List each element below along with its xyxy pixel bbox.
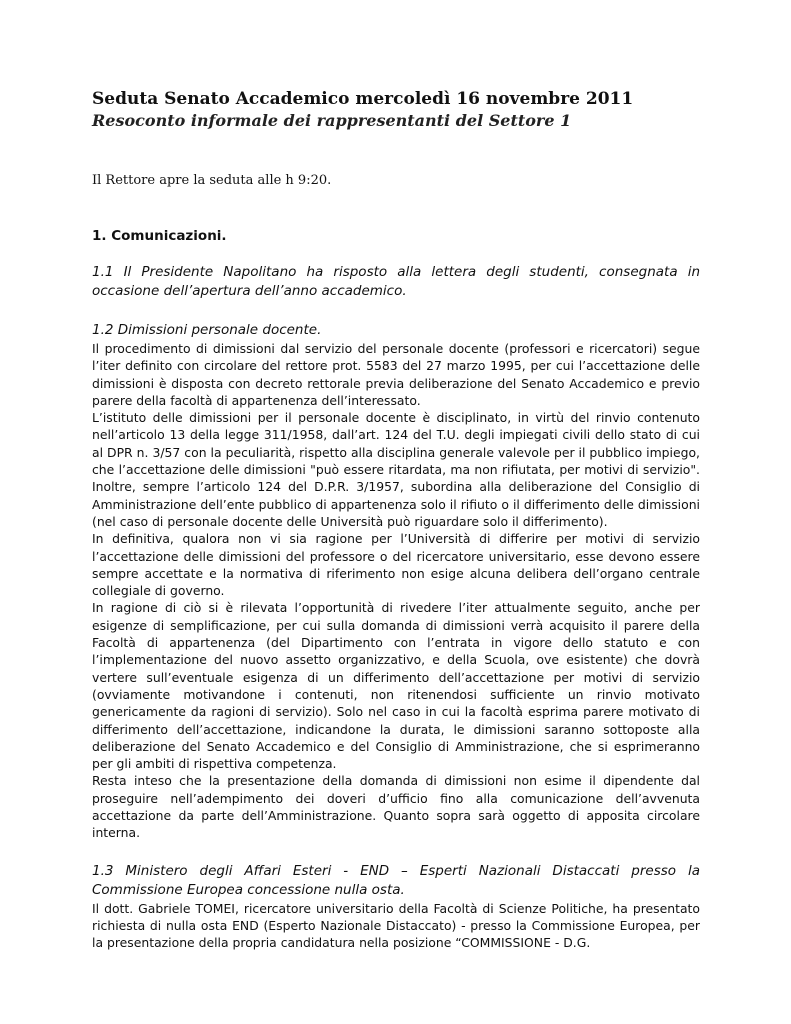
paragraph: In ragione di ciò si è rilevata l’opportunità di rivedere l’iter attualmente seguito, anche per esigenze di semplificazione, per cui sulla domanda di dimissioni verrà acquisito il parere della Facoltà di appartenenza (del Dipartimento con l’entrata in vigore dello statuto e con l’implementazione del nuovo assetto organizzativo, e della Scuola, ove esistente) che dovrà vertere sull’eventuale esigenza di un differimento dell’accettazione per motivi di servizio (ovviamente motivandone i contenuti, non ritenendosi sufficiente un rinvio motivato genericamente da ragioni di servizio). Solo nel caso in cui la facoltà esprima parere motivato di differimento dell’accettazione, indicandone la durata, le dimissioni saranno sottoposte alla deliberazione del Senato Accademico e del Consiglio di Amministrazione, che si esprimeranno per gli ambiti di rispettiva competenza.: [92, 600, 700, 772]
paragraph: Il dott. Gabriele TOMEI, ricercatore universitario della Facoltà di Scienze Politiche, ha presentato richiesta di nulla osta END (Esperto Nazionale Distaccato) - presso la Commissione Europea, per la presentazione della propria candidatura nella posizione “COMMISSIONE - D.G.: [92, 900, 700, 951]
paragraph: L’istituto delle dimissioni per il personale docente è disciplinato, in virtù del rinvio contenuto nell’articolo 13 della legge 311/1958, dall’art. 124 del T.U. degli impiegati civili dello stato di cui al DPR n. 3/57 con la peculiarità, rispetto alla disciplina generale valevole per il pubblico impiego, che l’accettazione delle dimissioni "può essere ritardata, ma non rifiutata, per motivi di servizio". Inoltre, sempre l’articolo 124 del D.P.R. 3/1957, subordina alla deliberazione del Consiglio di Amministrazione dell’ente pubblico di appartenenza solo il rifiuto o il differimento delle dimissioni (nel caso di personale docente delle Università può riguardare solo il differimento).: [92, 410, 700, 529]
document-subtitle: Resoconto informale dei rappresentanti del Settore 1: [92, 111, 572, 130]
paragraph: In definitiva, qualora non vi sia ragione per l’Università di differire per motivi di servizio l’accettazione delle dimissioni del professore o del ricercatore universitario, esse devono essere sempre accettate e la normativa di riferimento non esige alcuna delibera dell’organo centrale collegiale di governo.: [92, 531, 700, 599]
document-page: [92, 88, 700, 952]
paragraph: Il procedimento di dimissioni dal servizio del personale docente (professori e ricercatori) segue l’iter definito con circolare del rettore prot. 5583 del 27 marzo 1995, per cui l’accettazione delle dimissioni è disposta con decreto rettorale previa deliberazione del Senato Accademico e previo parere della facoltà di appartenenza dell’interessato.: [92, 341, 700, 408]
opening-line: Il Rettore apre la seduta alle h 9:20.: [92, 173, 332, 188]
subsection-1-2-heading: 1.2 Dimissioni personale docente.: [92, 322, 322, 338]
subsection-1-1-heading: 1.1 Il Presidente Napolitano ha risposto alla lettera degli studenti, consegnata in occasione dell’apertura dell’anno accademico.: [92, 264, 700, 299]
paragraph: Resta inteso che la presentazione della domanda di dimissioni non esime il dipendente dal proseguire nell’adempimento dei doveri d’ufficio fino alla comunicazione dell’avvenuta accettazione da parte dell’Amministrazione. Quanto sopra sarà oggetto di apposita circolare interna.: [92, 773, 700, 841]
subsection-1-3-heading: 1.3 Ministero degli Affari Esteri - END – Esperti Nazionali Distaccati presso la Commissione Europea concessione nulla osta.: [92, 862, 700, 898]
section-1-heading: 1. Comunicazioni.: [92, 228, 227, 244]
document-title: Seduta Senato Accademico mercoledì 16 novembre 2011: [92, 89, 634, 109]
